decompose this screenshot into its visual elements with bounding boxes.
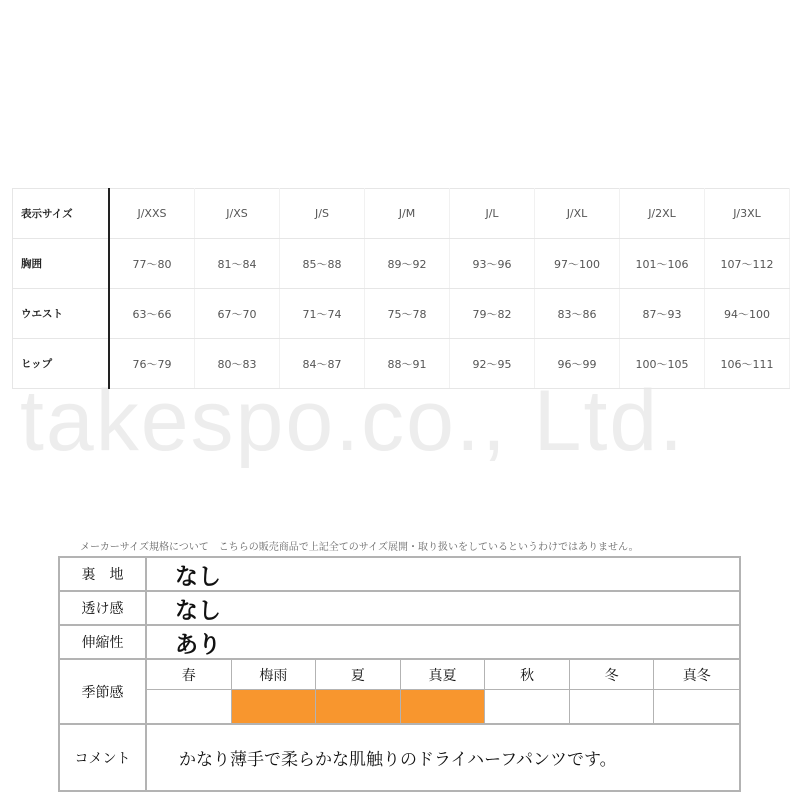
season-name: 夏 bbox=[316, 660, 401, 690]
size-row bbox=[13, 339, 790, 389]
size-cell: 93〜96 bbox=[450, 239, 535, 289]
sheer-row bbox=[60, 592, 739, 626]
size-cell: J/XXS bbox=[109, 189, 195, 239]
lining-row bbox=[60, 558, 739, 592]
season-grid bbox=[147, 660, 739, 723]
lining-value: なし bbox=[175, 563, 221, 590]
row-header: 胸囲 bbox=[13, 239, 110, 289]
size-cell: 79〜82 bbox=[450, 289, 535, 339]
season-name: 真夏 bbox=[401, 660, 486, 690]
lining-label: 裏 地 bbox=[60, 558, 147, 590]
season-indicator bbox=[654, 690, 739, 723]
size-cell: 87〜93 bbox=[620, 289, 705, 339]
comment-row bbox=[60, 725, 739, 790]
row-header: ウエスト bbox=[13, 289, 110, 339]
size-cell: 75〜78 bbox=[365, 289, 450, 339]
season-name: 秋 bbox=[485, 660, 570, 690]
size-cell: 84〜87 bbox=[280, 339, 365, 389]
size-cell: 76〜79 bbox=[109, 339, 195, 389]
season-name: 冬 bbox=[570, 660, 655, 690]
size-cell: 77〜80 bbox=[109, 239, 195, 289]
size-cell: 107〜112 bbox=[705, 239, 790, 289]
size-cell: 83〜86 bbox=[535, 289, 620, 339]
season-indicator bbox=[232, 690, 317, 723]
maker-size-note: メーカーサイズ規格について こちらの販売商品で上記全てのサイズ展開・取り扱いをしているというわけではありません。 bbox=[80, 542, 639, 553]
size-cell: 101〜106 bbox=[620, 239, 705, 289]
stretch-value: あり bbox=[175, 631, 221, 658]
size-cell: J/XS bbox=[195, 189, 280, 239]
size-cell: 96〜99 bbox=[535, 339, 620, 389]
season-name: 真冬 bbox=[654, 660, 739, 690]
size-cell: 92〜95 bbox=[450, 339, 535, 389]
stretch-row bbox=[60, 626, 739, 660]
size-cell: J/XL bbox=[535, 189, 620, 239]
size-cell: 71〜74 bbox=[280, 289, 365, 339]
size-row bbox=[13, 239, 790, 289]
size-cell: 67〜70 bbox=[195, 289, 280, 339]
row-header: 表示サイズ bbox=[13, 189, 110, 239]
size-cell: J/M bbox=[365, 189, 450, 239]
size-cell: 88〜91 bbox=[365, 339, 450, 389]
size-cell: 89〜92 bbox=[365, 239, 450, 289]
size-cell: J/3XL bbox=[705, 189, 790, 239]
size-cell: J/S bbox=[280, 189, 365, 239]
size-cell: 94〜100 bbox=[705, 289, 790, 339]
size-cell: 85〜88 bbox=[280, 239, 365, 289]
watermark-text: takespo.co., Ltd. bbox=[20, 373, 686, 469]
size-cell: 97〜100 bbox=[535, 239, 620, 289]
size-cell: 63〜66 bbox=[109, 289, 195, 339]
size-header-row bbox=[13, 189, 790, 239]
size-cell: 100〜105 bbox=[620, 339, 705, 389]
comment-label: コメント bbox=[60, 725, 147, 790]
season-name: 春 bbox=[147, 660, 232, 690]
season-indicator bbox=[147, 690, 232, 723]
season-indicator bbox=[570, 690, 655, 723]
size-cell: 106〜111 bbox=[705, 339, 790, 389]
season-indicator bbox=[485, 690, 570, 723]
size-cell: 81〜84 bbox=[195, 239, 280, 289]
size-cell: J/L bbox=[450, 189, 535, 239]
comment-value: かなり薄手で柔らかな肌触りのドライハーフパンツです。 bbox=[179, 750, 617, 770]
size-row bbox=[13, 289, 790, 339]
size-cell: 80〜83 bbox=[195, 339, 280, 389]
season-indicator bbox=[401, 690, 486, 723]
season-indicator bbox=[316, 690, 401, 723]
season-row bbox=[60, 660, 739, 725]
season-name: 梅雨 bbox=[232, 660, 317, 690]
sheer-value: なし bbox=[175, 597, 221, 624]
stretch-label: 伸縮性 bbox=[60, 626, 147, 658]
sheer-label: 透け感 bbox=[60, 592, 147, 624]
size-cell: J/2XL bbox=[620, 189, 705, 239]
row-header: ヒップ bbox=[13, 339, 110, 389]
material-info-table bbox=[58, 556, 741, 792]
season-label: 季節感 bbox=[60, 660, 147, 723]
size-chart-table bbox=[12, 188, 790, 389]
